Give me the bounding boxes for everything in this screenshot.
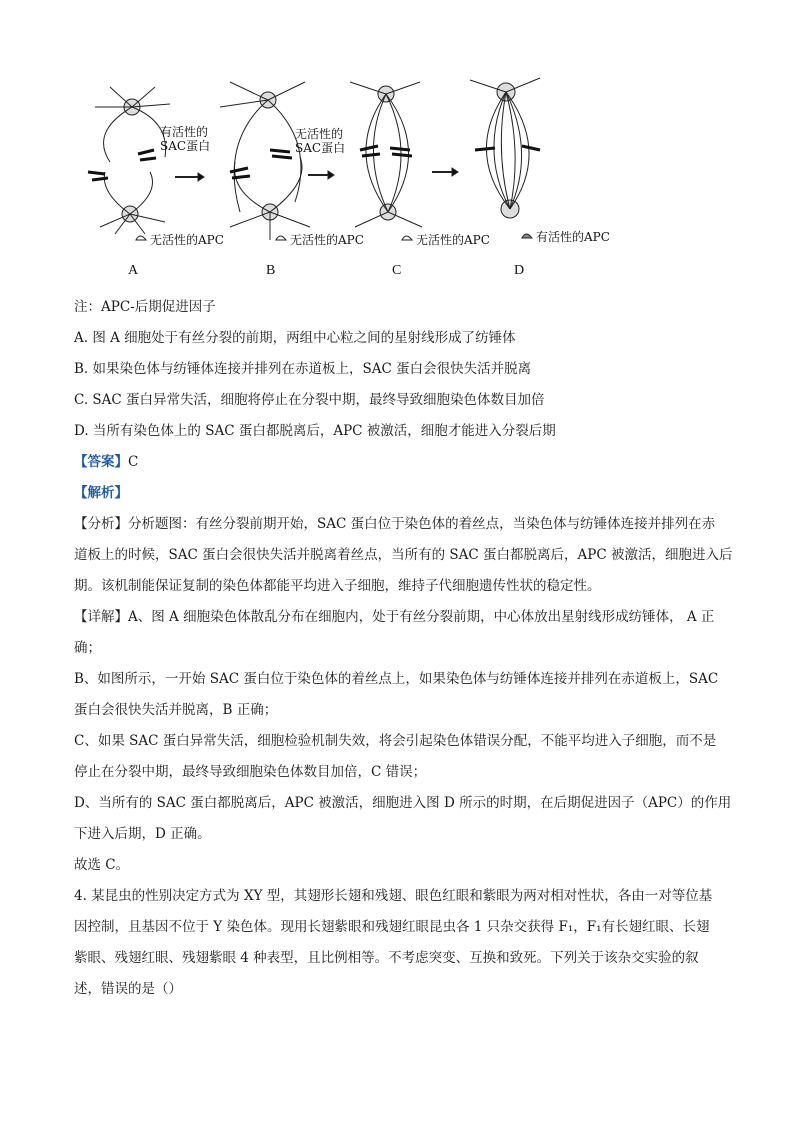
question4-line-1: 4. 某昆虫的性别决定方式为 XY 型，其翅形长翅和残翅、眼色红眼和紫眼为两对相对性状，各由一对等位基 <box>74 888 713 904</box>
fenxi-text-1: 分析题图：有丝分裂前期开始，SAC 蛋白位于染色体的着丝点，当染色体与纺锤体连接并排列在赤 <box>128 516 716 532</box>
label-inactive-sac-2: SAC蛋白 <box>295 141 346 155</box>
panel-label-d: D <box>514 263 525 278</box>
cell-d <box>470 78 540 218</box>
label-inactive-apc-a: 无活性的APC <box>150 233 224 247</box>
xiangjie-line-8: 下进入后期，D 正确。 <box>74 826 211 842</box>
option-d: D. 当所有染色体上的 SAC 蛋白都脱离后，APC 被激活，细胞才能进入分裂后期 <box>74 423 556 439</box>
xiangjie-line-3: B、如图所示，一开始 SAC 蛋白位于染色体的着丝点上，如果染色体与纺锤体连接并排列在赤道板上，SAC <box>74 671 719 687</box>
answer-line <box>74 447 724 478</box>
cell-a <box>88 87 170 234</box>
question4-line-4: 述，错误的是（） <box>74 981 182 997</box>
fenxi-line-3: 期。该机制能保证复制的染色体都能平均进入子细胞，维持子代细胞遗传性状的稳定性。 <box>74 578 601 594</box>
question4-line-3: 紫眼、残翅红眼、残翅紫眼 4 种表型，且比例相等。不考虑突变、互换和致死。下列关于该杂交实验的叙 <box>74 950 699 966</box>
option-a: A. 图 A 细胞处于有丝分裂的前期，两组中心粒之间的星射线形成了纺锤体 <box>74 330 516 346</box>
question-options <box>74 292 733 1005</box>
option-c: C. SAC 蛋白异常失活，细胞将停止在分裂中期，最终导致细胞染色体数目加倍 <box>74 392 545 408</box>
label-active-sac: 有活性的 <box>160 125 209 139</box>
note: 注：APC-后期促进因子 <box>74 299 216 315</box>
option-b: B. 如果染色体与纺锤体连接并排列在赤道板上，SAC 蛋白会很快失活并脱离 <box>74 361 532 377</box>
answer-tag: 【答案】 <box>74 454 128 470</box>
fenxi-line-2: 道板上的时候，SAC 蛋白会很快失活并脱离着丝点，当所有的 SAC 蛋白都脱离后，APC 被激活，细胞进入后 <box>74 547 733 563</box>
fenxi-tag: 【分析】 <box>74 516 128 532</box>
xiangjie-line-7: D、当所有的 SAC 蛋白都脱离后，APC 被激活，细胞进入图 D 所示的时期，在后期促进因子（APC）的作用 <box>74 795 732 811</box>
xiangjie-line-5: C、如果 SAC 蛋白异常失活，细胞检验机制失效，将会引起染色体错误分配，不能平均进入子细胞，而不是 <box>74 733 717 749</box>
analysis-tag: 【解析】 <box>74 485 128 501</box>
panel-label-c: C <box>392 263 402 278</box>
label-inactive-apc-c: 无活性的APC <box>416 233 490 247</box>
xiangjie-line-6: 停止在分裂中期，最终导致细胞染色体数目加倍，C 错误； <box>74 764 427 780</box>
question4-line-2: 因控制，且基因不位于 Y 染色体。现用长翅紫眼和残翅红眼昆虫各 1 只杂交获得 F₁，F₁有长翅红眼、长翅 <box>74 919 710 935</box>
cell-c <box>350 82 422 227</box>
panel-label-b: B <box>266 263 276 278</box>
label-active-sac-2: SAC蛋白 <box>160 139 211 153</box>
label-inactive-apc-b: 无活性的APC <box>290 233 364 247</box>
label-active-apc: 有活性的APC <box>536 230 610 244</box>
label-inactive-sac: 无活性的 <box>295 127 344 141</box>
mitosis-figure <box>70 62 630 282</box>
xiangjie-line-2: 确； <box>74 640 101 656</box>
cell-b <box>220 82 310 240</box>
mitosis-diagram <box>70 62 630 282</box>
xiangjie-tag: 【详解】 <box>74 609 128 625</box>
xiangjie-line-1 <box>74 602 724 633</box>
xiangjie-line-9: 故选 C。 <box>74 857 130 873</box>
fenxi-line-1 <box>74 509 724 540</box>
xiangjie-text-1: A、图 A 细胞染色体散乱分布在细胞内，处于有丝分裂前期，中心体放出星射线形成纺锤体， A 正 <box>128 609 715 625</box>
answer-value: C <box>128 454 139 470</box>
xiangjie-line-4: 蛋白会很快失活并脱离，B 正确； <box>74 702 278 718</box>
analysis-line <box>74 478 724 509</box>
panel-label-a: A <box>128 263 139 278</box>
